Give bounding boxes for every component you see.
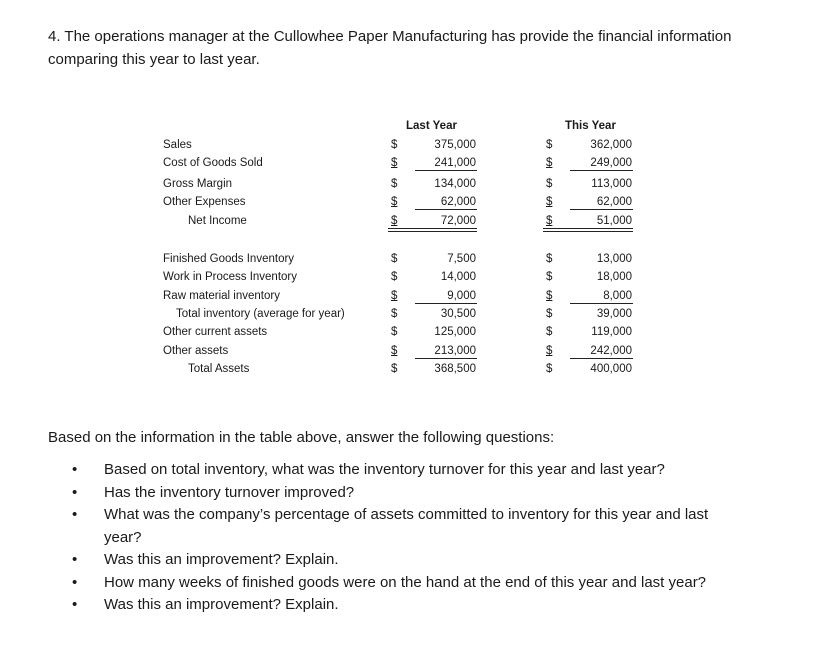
list-item-text: Was this an improvement? Explain. (104, 551, 339, 568)
dollar-sign: $ (391, 363, 398, 375)
value-this-year: 119,000 (591, 326, 632, 338)
dollar-sign: $ (391, 215, 398, 227)
list-item (48, 504, 748, 549)
header-last-year: Last Year (406, 120, 457, 132)
question-line-1: 4. The operations manager at the Cullowhee Paper Manufacturing has provide the financial information (48, 28, 732, 45)
value-last-year: 9,000 (447, 290, 476, 302)
list-item (48, 594, 748, 617)
value-last-year: 375,000 (434, 139, 476, 151)
value-last-year: 72,000 (440, 215, 476, 227)
dollar-sign: $ (391, 326, 398, 338)
underline (570, 209, 633, 210)
bullet-icon: • (72, 461, 78, 478)
underline (543, 228, 633, 229)
row-label: Raw material inventory (163, 290, 280, 302)
dollar-sign: $ (391, 271, 398, 283)
bullet-icon: • (72, 596, 78, 613)
row-label: Other Expenses (163, 196, 246, 208)
dollar-sign: $ (546, 308, 553, 320)
value-this-year: 18,000 (596, 271, 632, 283)
row-label: Cost of Goods Sold (163, 157, 263, 169)
list-item (48, 482, 748, 505)
dollar-sign: $ (546, 139, 553, 151)
dollar-sign: $ (391, 157, 398, 169)
value-this-year: 362,000 (590, 139, 632, 151)
value-last-year: 30,500 (440, 308, 476, 320)
value-last-year: 368,500 (434, 363, 476, 375)
underline (570, 303, 633, 304)
dollar-sign: $ (546, 178, 553, 190)
row-label: Gross Margin (163, 178, 233, 190)
list-item-text: What was the company’s percentage of assets committed to inventory for this year and last year? (104, 506, 709, 546)
value-last-year: 241,000 (434, 157, 476, 169)
value-this-year: 13,000 (596, 253, 632, 265)
list-item-text: Has the inventory turnover improved? (104, 483, 355, 501)
value-last-year: 14,000 (440, 271, 476, 283)
row-label: Other assets (163, 345, 229, 357)
question-line-2: comparing this year to last year. (48, 51, 260, 68)
dollar-sign: $ (391, 178, 398, 190)
value-this-year: 113,000 (591, 178, 632, 190)
row-label: Net Income (188, 215, 247, 227)
dollar-sign: $ (546, 290, 553, 302)
dollar-sign: $ (391, 290, 398, 302)
underline (415, 303, 477, 304)
dollar-sign: $ (546, 215, 553, 227)
value-this-year: 62,000 (596, 196, 632, 208)
value-last-year: 62,000 (440, 196, 476, 208)
value-this-year: 51,000 (596, 215, 632, 227)
header-this-year: This Year (565, 120, 616, 132)
question-list (48, 459, 748, 617)
dollar-sign: $ (391, 139, 398, 151)
underline (415, 358, 477, 359)
dollar-sign: $ (391, 308, 398, 320)
dollar-sign: $ (546, 345, 553, 357)
value-last-year: 7,500 (447, 253, 476, 265)
row-label: Total Assets (188, 363, 250, 375)
value-this-year: 39,000 (596, 308, 632, 320)
row-label: Other current assets (163, 326, 268, 338)
value-this-year: 400,000 (590, 363, 632, 375)
underline (570, 358, 633, 359)
row-label: Finished Goods Inventory (163, 253, 295, 265)
value-last-year: 213,000 (434, 345, 476, 357)
dollar-sign: $ (546, 363, 553, 375)
list-item-text: Was this an improvement? Explain. (104, 596, 339, 613)
value-this-year: 249,000 (590, 157, 632, 169)
list-item (48, 459, 748, 482)
instructions-text: Based on the information in the table above, answer the following questions: (48, 429, 555, 446)
value-last-year: 125,000 (434, 326, 476, 338)
underline (570, 170, 633, 171)
list-item (48, 572, 748, 595)
underline (388, 228, 477, 229)
row-label: Sales (163, 139, 192, 151)
dollar-sign: $ (546, 157, 553, 169)
bullet-icon: • (72, 483, 78, 501)
double-underline (543, 231, 633, 232)
underline (415, 170, 477, 171)
list-item-text: Based on total inventory, what was the inventory turnover for this year and last year? (104, 461, 665, 478)
list-item-text: How many weeks of finished goods were on the hand at the end of this year and last year? (104, 573, 707, 591)
dollar-sign: $ (391, 253, 398, 265)
bullet-icon: • (72, 551, 78, 568)
list-item (48, 549, 748, 572)
value-last-year: 134,000 (434, 178, 476, 190)
dollar-sign: $ (391, 196, 398, 208)
dollar-sign: $ (391, 345, 398, 357)
dollar-sign: $ (546, 196, 553, 208)
bullet-icon: • (72, 506, 78, 523)
double-underline (388, 231, 477, 232)
value-this-year: 8,000 (603, 290, 632, 302)
row-label: Total inventory (average for year) (176, 308, 345, 320)
dollar-sign: $ (546, 271, 553, 283)
dollar-sign: $ (546, 253, 553, 265)
bullet-icon: • (72, 573, 78, 591)
row-label: Work in Process Inventory (163, 271, 298, 283)
dollar-sign: $ (546, 326, 553, 338)
value-this-year: 242,000 (590, 345, 632, 357)
underline (415, 209, 477, 210)
